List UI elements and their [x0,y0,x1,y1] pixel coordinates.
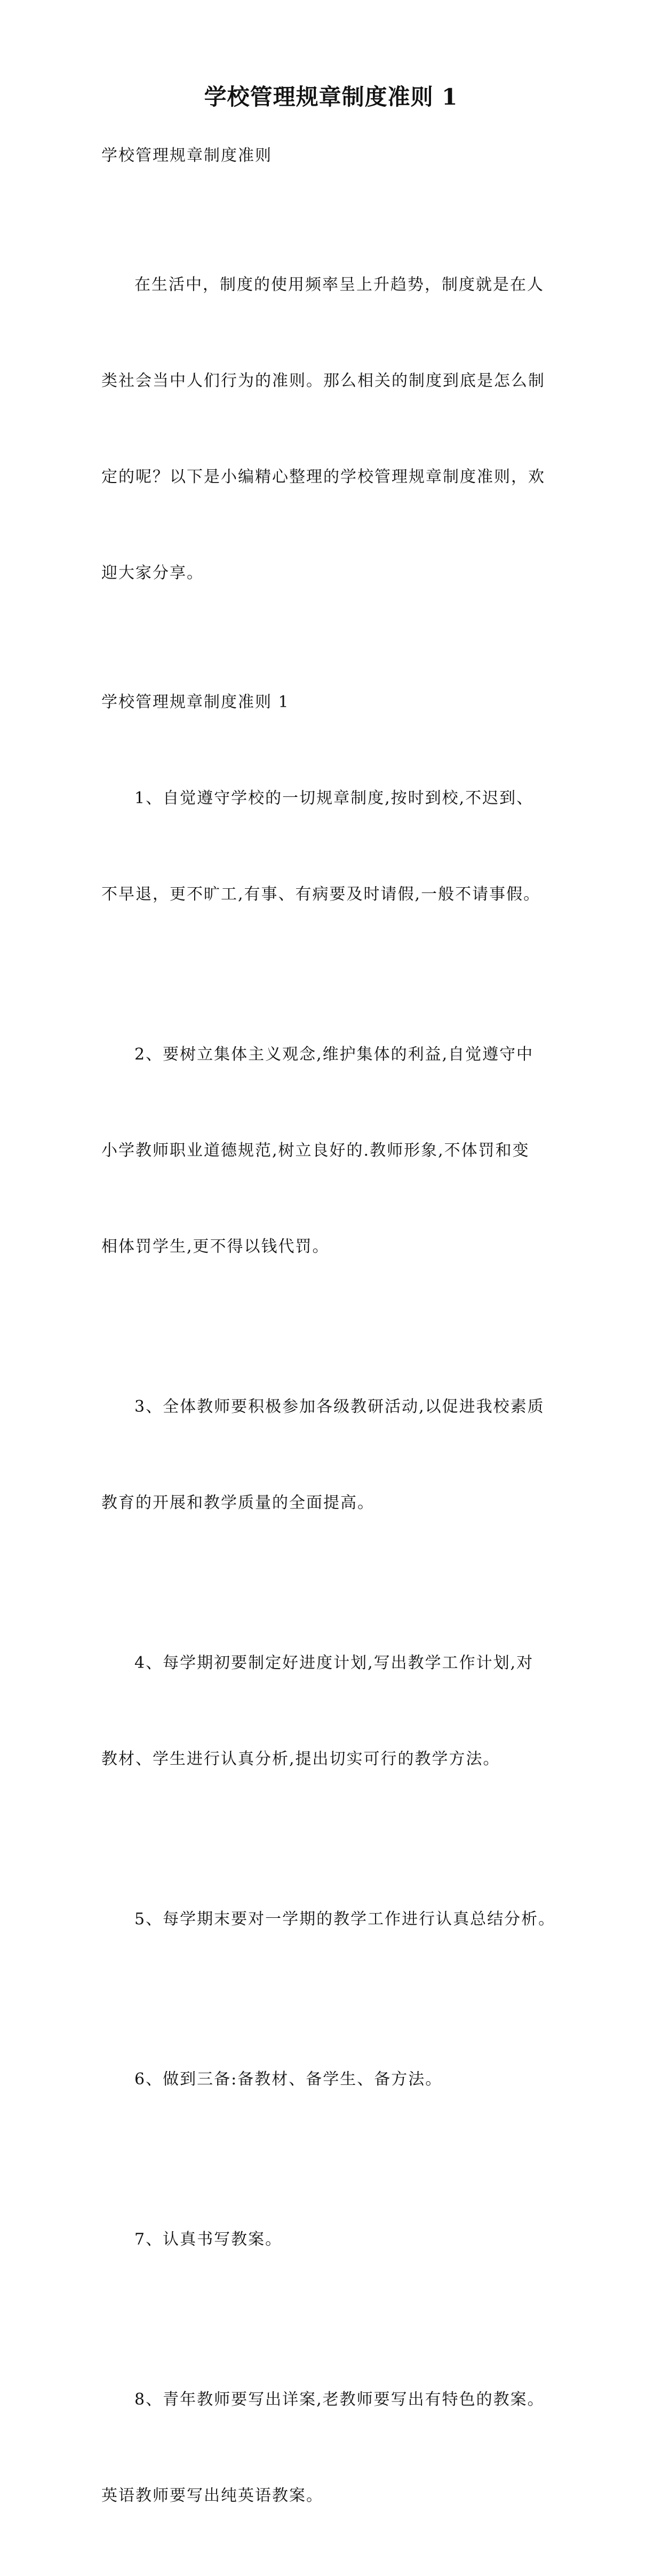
section-heading-text: 学校管理规章制度准则 1 [101,693,290,712]
intro-line: 类社会当中人们行为的准则。那么相关的制度到底是怎么制 [101,372,545,390]
intro-line: 在生活中，制度的使用频率呈上升趋势，制度就是在人 [134,275,544,294]
rule-item-1 [101,718,571,975]
rule-line: 2、要树立集体主义观念,维护集体的利益,自觉遵守中 [134,1045,534,1064]
section-heading [101,686,571,718]
rule-item-3 [101,1327,571,1583]
intro-line: 迎大家分享。 [101,564,204,582]
rule-line: 教材、学生进行认真分析,提出切实可行的教学方法。 [101,1750,500,1768]
rule-line: 教育的开展和教学质量的全面提高。 [101,1494,374,1512]
rule-item-5 [101,1839,571,2000]
rule-item-7 [101,2160,571,2320]
rule-line: 相体罚学生,更不得以钱代罚。 [101,1237,330,1256]
subtitle-text: 学校管理规章制度准则 [101,146,272,165]
intro-paragraph [101,205,571,653]
rule-line: 小学教师职业道德规范,树立良好的.教师形象,不体罚和变 [101,1141,530,1160]
rule-item-2 [101,975,571,1327]
spacer [101,172,571,205]
rule-item-4 [101,1583,571,1839]
rule-line: 3、全体教师要积极参加各级教研活动,以促进我校素质 [134,1397,545,1416]
spacer [101,653,571,686]
document-title: 学校管理规章制度准则 1 [204,84,458,110]
rule-line: 英语教师要写出纯英语教案。 [101,2486,323,2505]
rule-line: 8、青年教师要写出详案,老教师要写出有特色的教案。 [134,2390,545,2409]
rule-line: 不早退，更不旷工,有事、有病要及时请假,一般不请事假。 [101,885,541,904]
rule-line: 4、每学期初要制定好进度计划,写出教学工作计划,对 [134,1654,534,1672]
rule-item-8 [101,2320,571,2576]
subtitle [101,140,571,172]
rule-line: 6、做到三备:备教材、备学生、备方法。 [134,2070,443,2089]
document-body [101,140,571,2576]
rule-line: 5、每学期末要对一学期的教学工作进行认真总结分析。 [134,1910,556,1929]
rule-line: 1、自觉遵守学校的一切规章制度,按时到校,不迟到、 [134,789,534,808]
intro-line: 定的呢？以下是小编精心整理的学校管理规章制度准则，欢 [101,468,545,486]
rule-line: 7、认真书写教案。 [134,2230,283,2249]
rule-item-6 [101,2000,571,2160]
